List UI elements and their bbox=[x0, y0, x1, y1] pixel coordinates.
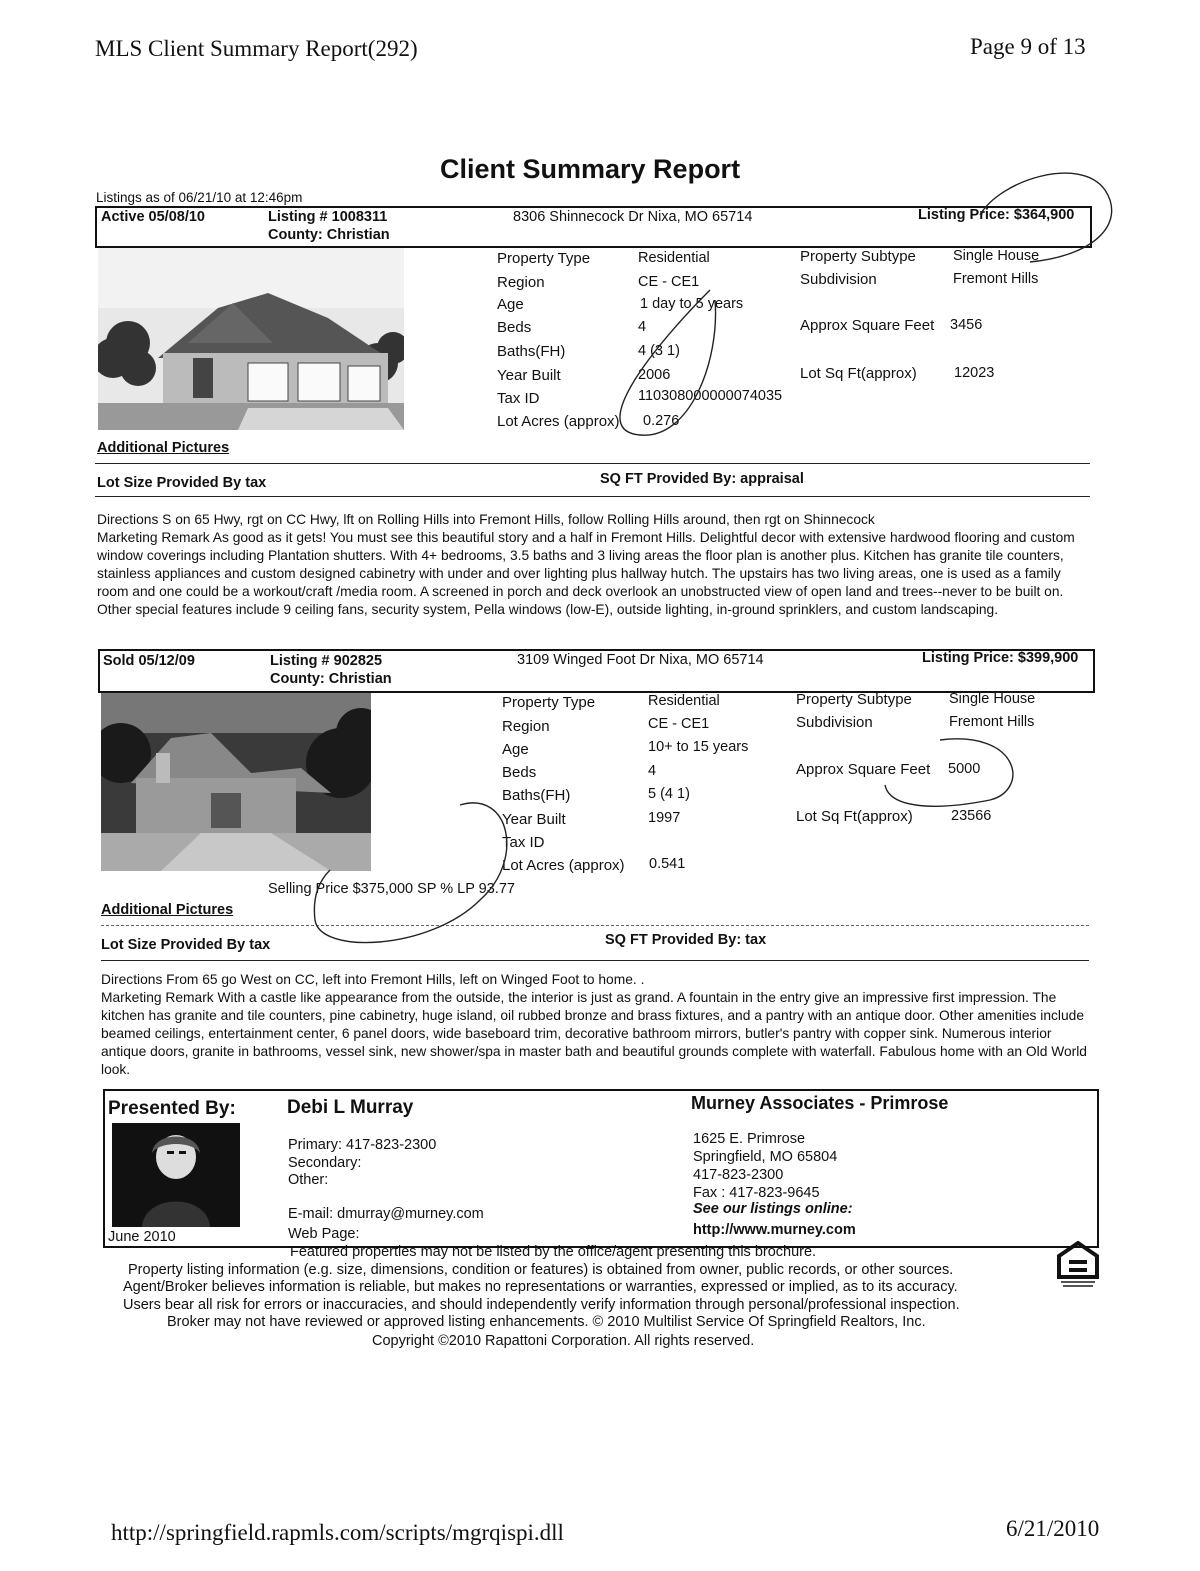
listing-1-label-region: Region bbox=[497, 274, 545, 291]
listing-1-lot-acres: 0.276 bbox=[643, 413, 680, 429]
agent-photo-caption: June 2010 bbox=[108, 1229, 176, 1245]
agent-photo bbox=[112, 1123, 240, 1227]
handwritten-circle-marks bbox=[560, 150, 1140, 440]
listing-1-sqft: 3456 bbox=[950, 317, 983, 333]
listing-1-label-lot-acres: Lot Acres (approx) bbox=[497, 413, 620, 430]
office-phone: 417-823-2300 bbox=[693, 1167, 784, 1183]
page-footer-date: 6/21/2010 bbox=[1006, 1516, 1100, 1541]
listing-2-lot-sqft: 23566 bbox=[951, 808, 992, 824]
listing-1-label-baths: Baths(FH) bbox=[497, 343, 566, 360]
agent-secondary-phone: Secondary: bbox=[288, 1155, 362, 1171]
listing-1-label-tax-id: Tax ID bbox=[497, 390, 540, 407]
office-address-line1: 1625 E. Primrose bbox=[693, 1131, 806, 1147]
listing-1-region: CE - CE1 bbox=[638, 274, 700, 290]
listing-2-number: Listing # 902825 bbox=[270, 653, 383, 669]
listing-2-label-baths: Baths(FH) bbox=[502, 787, 571, 804]
listing-2-price: Listing Price: $399,900 bbox=[922, 650, 1079, 666]
listing-1-tax-id: 110308000000074035 bbox=[638, 388, 783, 404]
listing-2-subtype: Single House bbox=[949, 691, 1036, 707]
listing-1-photo[interactable] bbox=[98, 248, 404, 430]
listing-1-subdivision: Fremont Hills bbox=[953, 271, 1039, 287]
listing-1-beds: 4 bbox=[638, 319, 647, 335]
listing-1-county: County: Christian bbox=[268, 227, 390, 243]
listing-1-label-year-built: Year Built bbox=[497, 367, 561, 384]
disclaimer-line-3: Agent/Broker believes information is reliable, but makes no representations or warranties, expressed or implied, as to its accuracy. bbox=[123, 1279, 958, 1295]
agent-box bbox=[103, 1089, 1099, 1248]
disclaimer-line-1: Featured properties may not be listed by the office/agent presenting this brochure. bbox=[290, 1244, 817, 1260]
listing-2-sqft: 5000 bbox=[948, 761, 981, 777]
listing-1-label-beds: Beds bbox=[497, 319, 532, 336]
listing-2-address: 3109 Winged Foot Dr Nixa, MO 65714 bbox=[517, 652, 764, 668]
listing-1-label-property-type: Property Type bbox=[497, 250, 591, 267]
page-footer-url: http://springfield.rapmls.com/scripts/mgrqispi.dll bbox=[111, 1520, 564, 1545]
listing-1-label-subdivision: Subdivision bbox=[800, 271, 877, 288]
listing-1-label-sqft: Approx Square Feet bbox=[800, 317, 935, 334]
listing-1-marketing-remark: Marketing Remark As good as it gets! You must see this beautiful story and a half in Fremont Hills. Delightful decor with extensive hardwood flooring and custom window coverings including Plantation shutters. With 4+ bedrooms, 3.5 baths and 3 living areas the floor plan is another plus. Kitchen has granite tile counters, stainless appliances and custom designed cabinetry with under and over lighting plus hallway hutch. The upstairs has two living areas, one is used as a family room and one could be a workout/craft /media room. A screened in porch and deck overlook an unobstructed view of open land and trees--never to be built on. Other special features include 9 ceiling fans, security system, Pella windows (low-E), outside lighting, in-ground sprinklers, and custom landscaping. bbox=[97, 530, 1075, 617]
office-name: Murney Associates - Primrose bbox=[691, 1093, 949, 1113]
agent-other-phone: Other: bbox=[288, 1172, 329, 1188]
listing-1-lot-sqft: 12023 bbox=[954, 365, 995, 381]
see-listings-online: See our listings online: bbox=[693, 1201, 853, 1217]
listing-1-sqft-provided: SQ FT Provided By: appraisal bbox=[600, 471, 804, 487]
listing-2-marketing-remark: Marketing Remark With a castle like appearance from the outside, the interior is just as grand. A fountain in the entry give an impressive first impression. The kitchen has granite and tile counters, pine cabinetry, huge island, oil rubbed bronze and brass fixtures, and a pantry with an antique door. Other amenities include beamed ceilings, entertainment center, 6 panel doors, wide baseboard trim, decorative bathroom mirrors, butler's pantry with copper sink. Numerous interior antique doors, granite in bathrooms, vessel sink, new shower/spa in master bath and beautiful grounds complete with waterfall. Fabulous home with an Old World look. bbox=[101, 990, 1087, 1077]
listing-1-age: 1 day to 5 years bbox=[640, 296, 744, 312]
listing-2-county: County: Christian bbox=[270, 671, 392, 687]
listing-2-status: Sold 05/12/09 bbox=[103, 653, 195, 669]
listing-2-divider-bottom bbox=[101, 960, 1089, 961]
listing-1-property-type: Residential bbox=[638, 250, 710, 266]
listing-2-property-type: Residential bbox=[648, 693, 720, 709]
listing-1-additional-pictures-link[interactable]: Additional Pictures bbox=[97, 440, 230, 456]
listing-1-lot-size-provided: Lot Size Provided By tax bbox=[97, 475, 267, 491]
listing-1-status: Active 05/08/10 bbox=[101, 209, 205, 225]
listing-2-directions: Directions From 65 go West on CC, left into Fremont Hills, left on Winged Foot to home. . bbox=[101, 972, 645, 987]
listing-2-label-lot-sqft: Lot Sq Ft(approx) bbox=[796, 808, 913, 825]
listing-1-divider-bottom bbox=[95, 496, 1090, 497]
listing-2-label-subdivision: Subdivision bbox=[796, 714, 873, 731]
listing-2-label-age: Age bbox=[502, 741, 529, 758]
listing-1-label-age: Age bbox=[497, 296, 524, 313]
listing-2-region: CE - CE1 bbox=[648, 716, 710, 732]
house-photo-image bbox=[98, 248, 404, 430]
disclaimer-line-5: Broker may not have reviewed or approved listing enhancements. © 2010 Multilist Service Of Springfield Realtors, Inc. bbox=[167, 1314, 926, 1330]
listing-1-subtype: Single House bbox=[953, 248, 1040, 264]
agent-primary-phone: Primary: 417-823-2300 bbox=[288, 1137, 437, 1153]
listing-2-label-property-type: Property Type bbox=[502, 694, 596, 711]
page-header-left: MLS Client Summary Report(292) bbox=[95, 36, 418, 61]
office-address-line2: Springfield, MO 65804 bbox=[693, 1149, 838, 1165]
listing-2-label-region: Region bbox=[502, 718, 550, 735]
listing-2-selling-price: Selling Price $375,000 SP % LP 93.77 bbox=[268, 881, 515, 897]
report-title: Client Summary Report bbox=[440, 154, 741, 184]
listing-2-baths: 5 (4 1) bbox=[648, 786, 690, 802]
listing-1-year-built: 2006 bbox=[638, 367, 671, 383]
listing-1-price: Listing Price: $364,900 bbox=[918, 207, 1075, 223]
agent-portrait-image bbox=[112, 1123, 240, 1227]
equal-housing-opportunity-icon bbox=[1057, 1241, 1099, 1289]
listings-as-of: Listings as of 06/21/10 at 12:46pm bbox=[96, 190, 303, 205]
agent-web-page: Web Page: bbox=[288, 1226, 360, 1242]
agent-email-link[interactable]: E-mail: dmurray@murney.com bbox=[288, 1206, 484, 1222]
listing-1-label-lot-sqft: Lot Sq Ft(approx) bbox=[800, 365, 917, 382]
page-header-right: Page 9 of 13 bbox=[970, 34, 1086, 59]
listing-1-address: 8306 Shinnecock Dr Nixa, MO 65714 bbox=[513, 209, 753, 225]
listing-1-directions: Directions S on 65 Hwy, rgt on CC Hwy, lft on Rolling Hills into Fremont Hills, follow Rolling Hills around, then rgt on Shinnecock bbox=[97, 512, 875, 527]
listing-2-label-beds: Beds bbox=[502, 764, 537, 781]
disclaimer-line-4: Users bear all risk for errors or inaccuracies, and should independently verify information through personal/professional inspection. bbox=[123, 1297, 960, 1313]
office-fax: Fax : 417-823-9645 bbox=[693, 1185, 820, 1201]
listing-2-label-subtype: Property Subtype bbox=[796, 691, 912, 708]
disclaimer-line-2: Property listing information (e.g. size, dimensions, condition or features) is obtained from owner, public records, or other sources. bbox=[128, 1262, 954, 1278]
listing-2-label-year-built: Year Built bbox=[502, 811, 566, 828]
listing-1-label-subtype: Property Subtype bbox=[800, 248, 916, 265]
handwritten-circle-marks-2 bbox=[300, 720, 1030, 960]
listing-1-number: Listing # 1008311 bbox=[268, 209, 388, 225]
listing-2-lot-acres: 0.541 bbox=[649, 856, 686, 872]
listing-1-baths: 4 (3 1) bbox=[638, 343, 680, 359]
disclaimer-line-6: Copyright ©2010 Rapattoni Corporation. All rights reserved. bbox=[372, 1333, 755, 1349]
presented-by-label: Presented By: bbox=[108, 1098, 236, 1119]
listing-2-beds: 4 bbox=[648, 763, 657, 779]
listing-2-label-sqft: Approx Square Feet bbox=[796, 761, 931, 778]
listing-2-label-lot-acres: Lot Acres (approx) bbox=[502, 857, 625, 874]
agent-name: Debi L Murray bbox=[287, 1097, 414, 1118]
listing-2-age: 10+ to 15 years bbox=[648, 739, 749, 755]
listing-1-divider-top bbox=[95, 463, 1090, 464]
listing-2-additional-pictures-link[interactable]: Additional Pictures bbox=[101, 902, 234, 918]
office-website-link[interactable]: http://www.murney.com bbox=[693, 1222, 856, 1238]
listing-2-sqft-provided: SQ FT Provided By: tax bbox=[605, 932, 767, 948]
listing-2-year-built: 1997 bbox=[648, 810, 681, 826]
listing-2-label-tax-id: Tax ID bbox=[502, 834, 545, 851]
listing-2-lot-size-provided: Lot Size Provided By tax bbox=[101, 937, 271, 953]
listing-2-subdivision: Fremont Hills bbox=[949, 714, 1035, 730]
